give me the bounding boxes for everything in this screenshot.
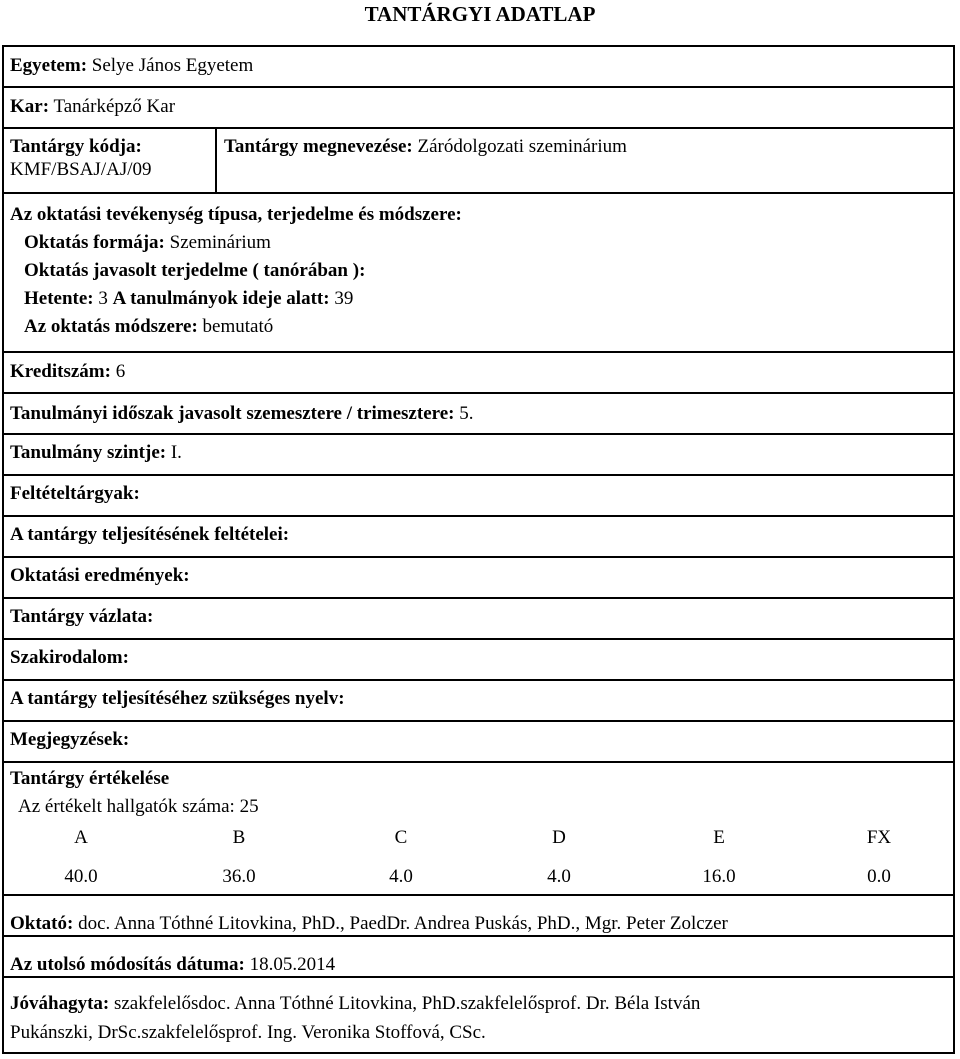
document-title: TANTÁRGYI ADATLAP: [364, 2, 596, 26]
teaching-extent-label: Oktatás javasolt terjedelme ( tanórában ):: [24, 260, 366, 281]
percent-b: 36.0: [222, 866, 256, 887]
outline-label: Tantárgy vázlata:: [10, 606, 154, 627]
teaching-row: [4, 194, 953, 353]
university-label: Egyetem:: [10, 55, 88, 76]
notes-row: [4, 722, 953, 763]
grade-c: C: [394, 827, 408, 848]
percent-fx: 0.0: [867, 866, 891, 887]
language-label: A tantárgy teljesítéséhez szükséges nyelv:: [10, 688, 345, 709]
language-row: [4, 681, 953, 722]
percent-a: 40.0: [64, 866, 98, 887]
course-name-value: Záródolgozati szeminárium: [417, 136, 627, 157]
semester-value: 5.: [459, 403, 474, 424]
evaluation-row: [4, 763, 953, 896]
credits-label: Kreditszám:: [10, 361, 111, 382]
percent-e: 16.0: [702, 866, 736, 887]
approved-value-line2: Pukánszki, DrSc.szakfelelősprof. Ing. Veronika Stoffová, CSc.: [10, 1022, 486, 1043]
weekly-label: Hetente:: [24, 288, 94, 309]
grade-a: A: [74, 827, 88, 848]
approved-label: Jóváhagyta:: [10, 993, 110, 1014]
teachers-label: Oktató:: [10, 913, 74, 934]
total-label: A tanulmányok ideje alatt:: [112, 288, 330, 309]
grade-d: D: [552, 827, 566, 848]
teachers-value: doc. Anna Tóthné Litovkina, PhD., PaedDr. Andrea Puskás, PhD., Mgr. Peter Zolczer: [78, 913, 728, 934]
teaching-form-value: Szeminárium: [169, 232, 271, 253]
grade-b: B: [232, 827, 246, 848]
literature-label: Szakirodalom:: [10, 647, 129, 668]
approved-row: [4, 978, 953, 1052]
credits-row: [4, 353, 953, 394]
grade-fx: FX: [866, 827, 892, 848]
outline-row: [4, 599, 953, 640]
last-modified-value: 18.05.2014: [249, 954, 336, 975]
university-row: [4, 47, 953, 88]
method-label: Az oktatás módszere:: [24, 316, 198, 337]
course-row: [4, 129, 953, 194]
level-row: [4, 435, 953, 476]
credits-value: 6: [115, 361, 126, 382]
faculty-label: Kar:: [10, 96, 50, 117]
university-value: Selye János Egyetem: [91, 55, 254, 76]
notes-label: Megjegyzések:: [10, 729, 130, 750]
semester-label: Tanulmányi időszak javasolt szemesztere / trimesztere:: [10, 403, 455, 424]
course-divider: [215, 129, 217, 192]
level-label: Tanulmány szintje:: [10, 442, 167, 463]
datasheet-frame: [2, 45, 955, 1054]
percent-c: 4.0: [389, 866, 413, 887]
last-modified-row: [4, 937, 953, 978]
teaching-form-label: Oktatás formája:: [24, 232, 165, 253]
course-code-value: KMF/BSAJ/AJ/09: [10, 159, 152, 180]
prerequisites-row: [4, 476, 953, 517]
total-value: 39: [334, 288, 354, 309]
conditions-label: A tantárgy teljesítésének feltételei:: [10, 524, 290, 545]
level-value: I.: [170, 442, 182, 463]
prerequisites-label: Feltételtárgyak:: [10, 483, 140, 504]
weekly-value: 3: [98, 288, 108, 309]
faculty-value: Tanárképző Kar: [53, 96, 176, 117]
outcomes-row: [4, 558, 953, 599]
last-modified-label: Az utolsó módosítás dátuma:: [10, 954, 245, 975]
conditions-row: [4, 517, 953, 558]
outcomes-label: Oktatási eredmények:: [10, 565, 190, 586]
course-code-label: Tantárgy kódja:: [10, 136, 142, 157]
method-value: bemutató: [202, 316, 274, 337]
teaching-heading: Az oktatási tevékenység típusa, terjedelme és módszere:: [10, 204, 462, 225]
grade-e: E: [713, 827, 725, 848]
teachers-row: [4, 896, 953, 937]
evaluated-count: Az értékelt hallgatók száma: 25: [18, 796, 259, 817]
course-name-label: Tantárgy megnevezése:: [224, 136, 413, 157]
evaluation-label: Tantárgy értékelése: [10, 768, 170, 789]
faculty-row: [4, 88, 953, 129]
semester-row: [4, 394, 953, 435]
literature-row: [4, 640, 953, 681]
approved-value-line1: szakfelelősdoc. Anna Tóthné Litovkina, PhD.szakfelelősprof. Dr. Béla István: [113, 993, 701, 1014]
percent-d: 4.0: [547, 866, 571, 887]
